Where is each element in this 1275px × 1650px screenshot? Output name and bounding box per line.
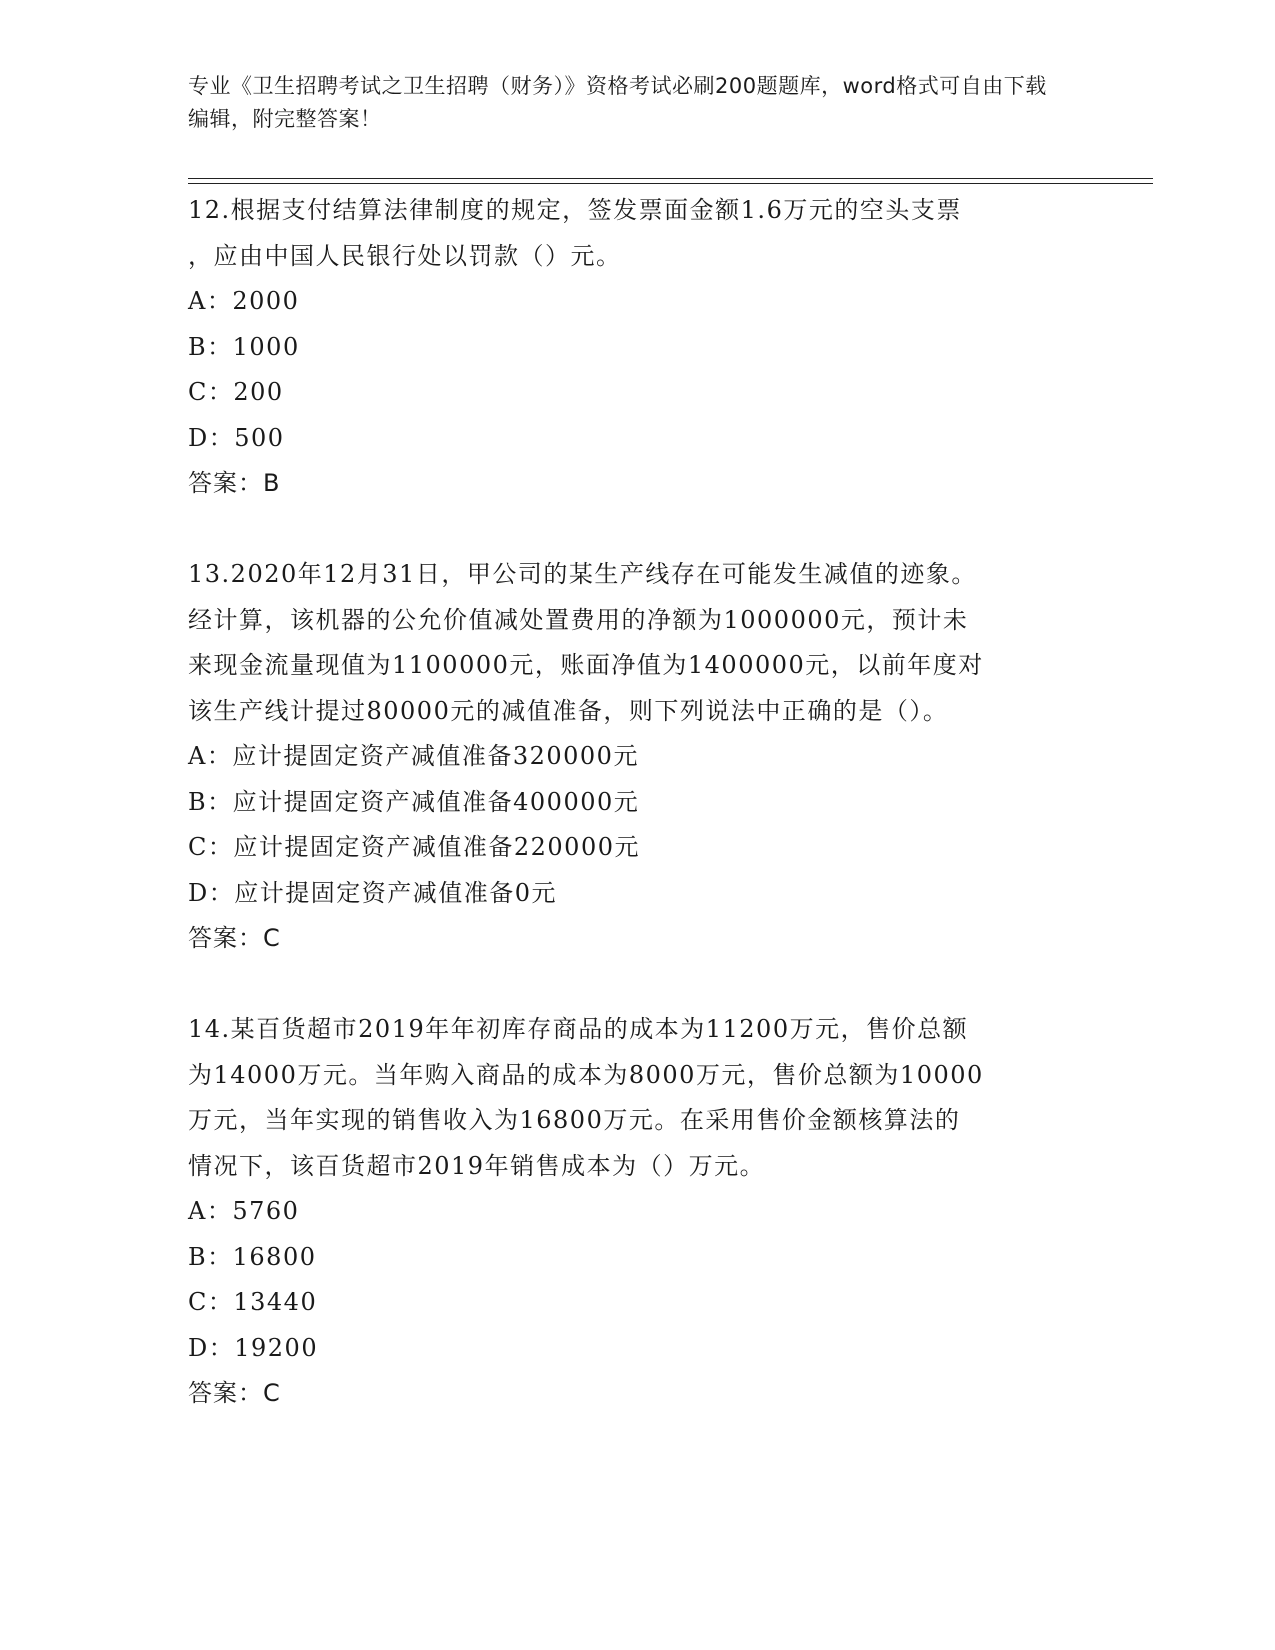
answer-line: 答案：B — [188, 469, 281, 497]
question-14 — [188, 1007, 1088, 1417]
answer-line: 答案：C — [188, 1379, 281, 1407]
question-13 — [188, 552, 1088, 962]
option-a: A：应计提固定资产减值准备320000元 — [188, 742, 639, 770]
option-d: D：应计提固定资产减值准备0元 — [188, 878, 558, 907]
option-d: D：19200 — [188, 1333, 319, 1362]
option-a: A：5760 — [188, 1197, 300, 1225]
question-stem: 14.某百货超市2019年年初库存商品的成本为11200万元，售价总额 为14000万元。当年购入商品的成本为8000万元，售价总额为10000 万元，当年实现的销售收入为16800万元。在采用售价金额核算法的 情况下，该百货超市2019年销售成本为（）万元。 — [188, 1015, 984, 1180]
option-d: D：500 — [188, 423, 285, 452]
option-b: B：应计提固定资产减值准备400000元 — [188, 787, 640, 816]
question-stem: 13.2020年12月31日，甲公司的某生产线存在可能发生减值的迹象。 经计算，该机器的公允价值减处置费用的净额为1000000元，预计未 来现金流量现值为1100000元，账面净值为1400000元，以前年度对 该生产线计提过80000元的减值准备，则下列说法中正确的是（）。 — [188, 560, 984, 725]
option-c: C：200 — [188, 378, 284, 406]
document-header: 专业《卫生招聘考试之卫生招聘（财务）》资格考试必刷200题题库，word格式可自由下载编辑，附完整答案！ — [188, 74, 1047, 131]
option-a: A：2000 — [188, 287, 300, 315]
option-c: C：应计提固定资产减值准备220000元 — [188, 833, 640, 861]
header-divider-bottom — [188, 183, 1153, 184]
header-divider-top — [188, 178, 1153, 179]
question-stem: 12.根据支付结算法律制度的规定，签发票面金额1.6万元的空头支票 ，应由中国人民银行处以罚款（）元。 — [188, 196, 962, 270]
answer-line: 答案：C — [188, 924, 281, 952]
option-c: C：13440 — [188, 1288, 318, 1316]
option-b: B：1000 — [188, 332, 300, 361]
option-b: B：16800 — [188, 1242, 317, 1271]
question-12 — [188, 188, 1088, 507]
